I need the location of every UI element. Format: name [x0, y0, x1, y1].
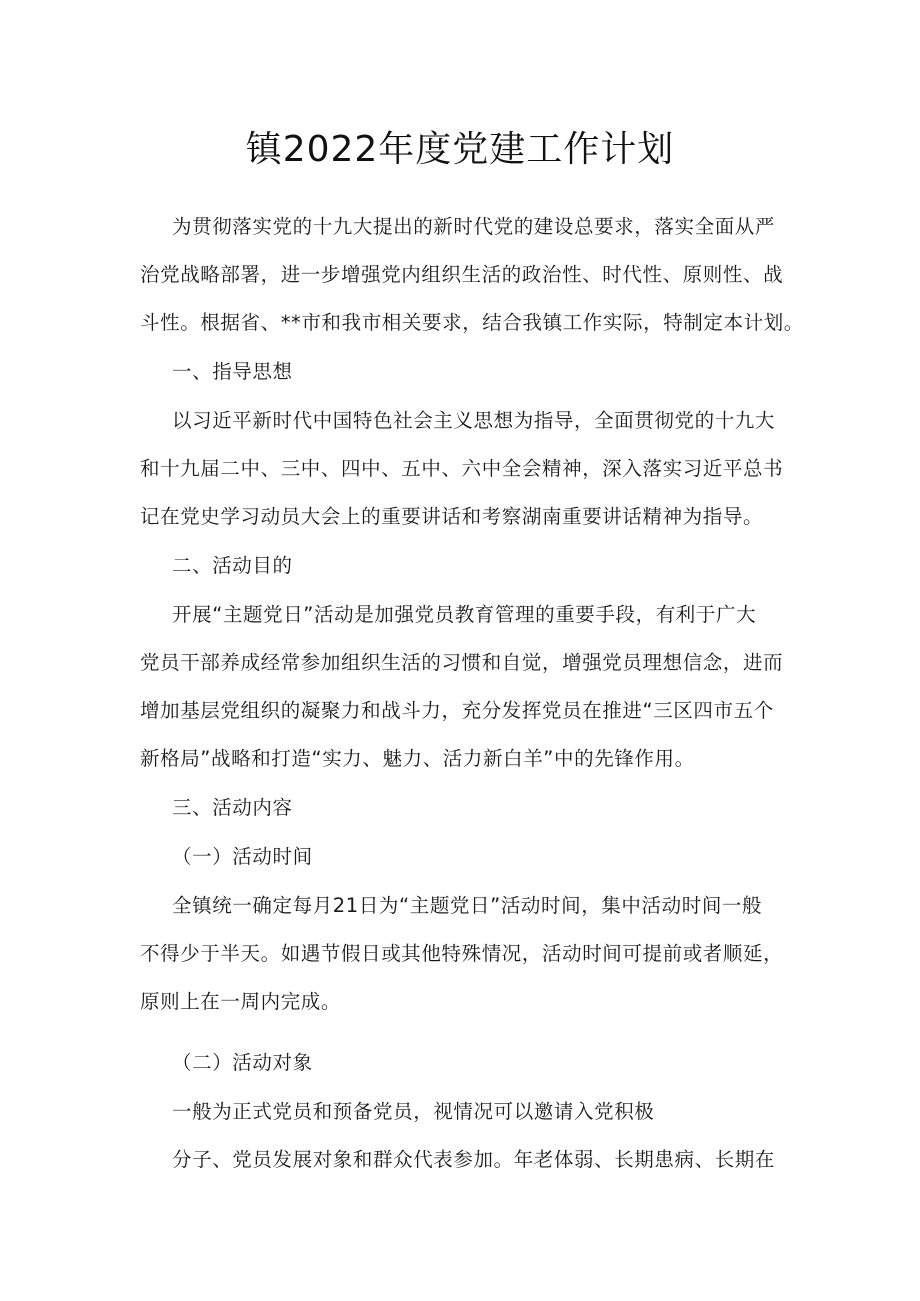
paragraph-line: 开展“主题党日”活动是加强党员教育管理的重要手段，有利于广大: [172, 603, 757, 626]
section-heading-guiding-thought: 一、指导思想: [172, 360, 293, 383]
paragraph-line: 治党战略部署，进一步增强党内组织生活的政治性、时代性、原则性、战: [140, 263, 784, 286]
paragraph-line: 斗性。根据省、**市和我市相关要求，结合我镇工作实际，特制定本计划。: [140, 311, 804, 334]
paragraph-line: 全镇统一确定每月21日为“主题党日”活动时间，集中活动时间一般: [172, 894, 763, 917]
paragraph-line: 一般为正式党员和预备党员，视情况可以邀请入党积极: [172, 1100, 655, 1123]
document-title: 镇2022年度党建工作计划: [245, 129, 675, 170]
paragraph-line: 为贯彻落实党的十九大提出的新时代党的建设总要求，落实全面从严: [172, 215, 776, 238]
paragraph-line: 分子、党员发展对象和群众代表参加。年老体弱、长期患病、长期在: [172, 1148, 776, 1171]
paragraph-line: 党员干部养成经常参加组织生活的习惯和自觉，增强党员理想信念，进而: [140, 651, 784, 674]
paragraph-line: 不得少于半天。如遇节假日或其他特殊情况，活动时间可提前或者顺延，: [140, 942, 784, 965]
paragraph-line: 增加基层党组织的凝聚力和战斗力，充分发挥党员在推进“三区四市五个: [140, 699, 774, 722]
section-heading-activity-purpose: 二、活动目的: [172, 554, 293, 577]
paragraph-line: 原则上在一周内完成。: [140, 990, 342, 1013]
paragraph-line: 新格局”战略和打造“实力、魅力、活力新白羊”中的先锋作用。: [140, 747, 695, 770]
section-heading-activity-content: 三、活动内容: [172, 796, 293, 819]
paragraph-line: 以习近平新时代中国特色社会主义思想为指导，全面贯彻党的十九大: [172, 409, 776, 432]
subsection-heading-activity-time: （一）活动时间: [172, 845, 313, 868]
paragraph-line: 和十九届二中、三中、四中、五中、六中全会精神，深入落实习近平总书: [140, 457, 784, 480]
paragraph-line: 记在党史学习动员大会上的重要讲话和考察湖南重要讲话精神为指导。: [140, 505, 764, 528]
subsection-heading-activity-target: （二）活动对象: [172, 1051, 313, 1074]
